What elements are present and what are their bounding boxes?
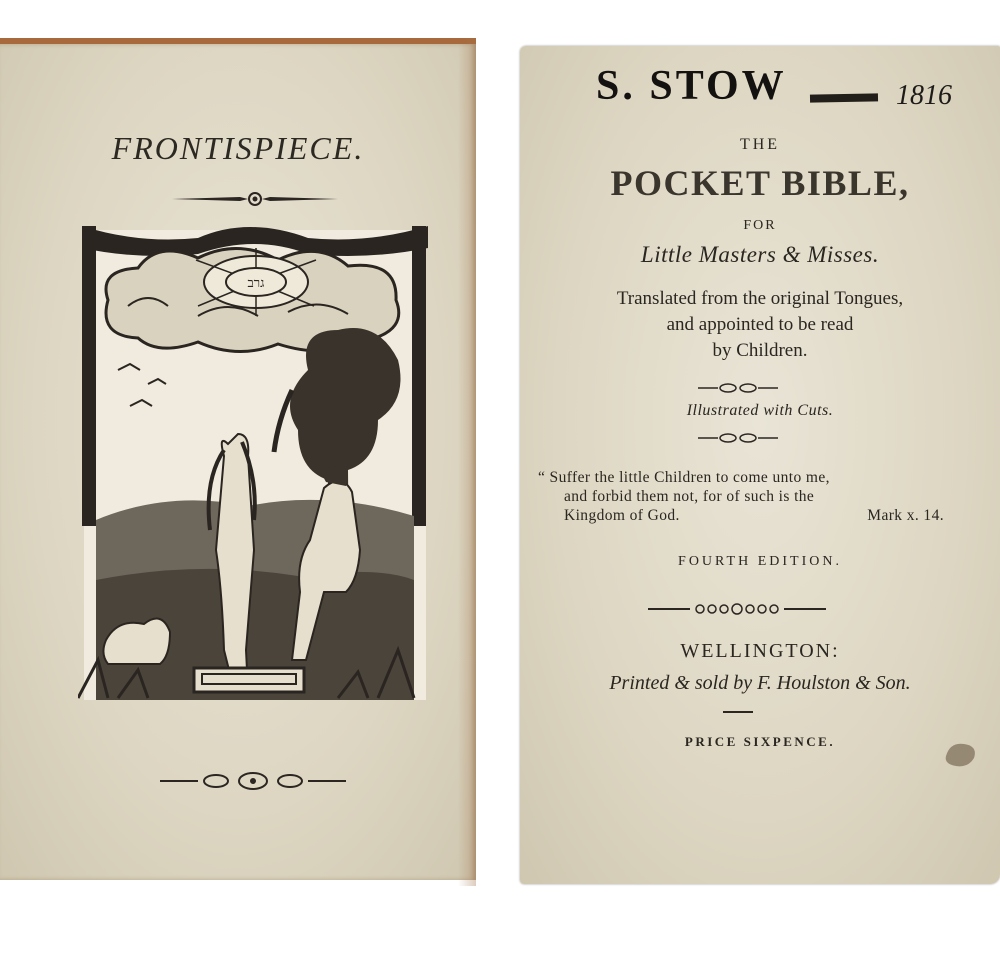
adam-and-eve-woodcut-icon <box>78 220 432 710</box>
quote-line-last <box>538 506 944 525</box>
top-ornament-icon <box>170 190 340 208</box>
title-for: FOR <box>743 218 777 233</box>
small-ornament-icon <box>696 382 780 394</box>
subtitle: Little Masters & Misses. <box>640 242 880 267</box>
title-the: THE <box>739 136 781 153</box>
price: PRICE SIXPENCE. <box>684 734 836 749</box>
edition: FOURTH EDITION. <box>678 554 842 569</box>
ink-smudge-icon <box>940 736 980 770</box>
rule-ornament-icon <box>646 602 828 616</box>
title-page <box>520 46 1000 884</box>
illustrated-note: Illustrated with Cuts. <box>686 402 834 419</box>
ownership-stamp: S. STOW <box>596 63 787 109</box>
quote-line: and forbid them not, for of such is the <box>564 488 815 505</box>
glory-inscription: גרב <box>247 276 265 291</box>
stamp-strike <box>810 93 878 102</box>
handwritten-year: 1816 <box>896 80 952 111</box>
translation-note <box>520 286 1000 364</box>
frontispiece-page <box>0 38 476 880</box>
quote-line: “ Suffer the little Children to come unto me, <box>538 469 830 486</box>
short-rule-icon <box>723 710 753 714</box>
small-ornament-icon <box>696 432 780 444</box>
frontispiece-heading: FRONTISPIECE. <box>111 130 365 166</box>
scripture-quote <box>538 468 944 525</box>
imprint-printer: Printed & sold by F. Houlston & Son. <box>609 672 911 694</box>
quote-reference: Mark x. 14. <box>867 507 944 524</box>
imprint-place: WELLINGTON: <box>680 640 840 662</box>
book-title: POCKET BIBLE, <box>610 163 910 203</box>
translation-line: and appointed to be read <box>666 314 854 335</box>
quote-text: Kingdom of God. <box>564 507 680 524</box>
translation-line: Translated from the original Tongues, <box>616 288 904 309</box>
bottom-ornament-icon <box>158 770 348 792</box>
translation-line: by Children. <box>712 340 808 361</box>
